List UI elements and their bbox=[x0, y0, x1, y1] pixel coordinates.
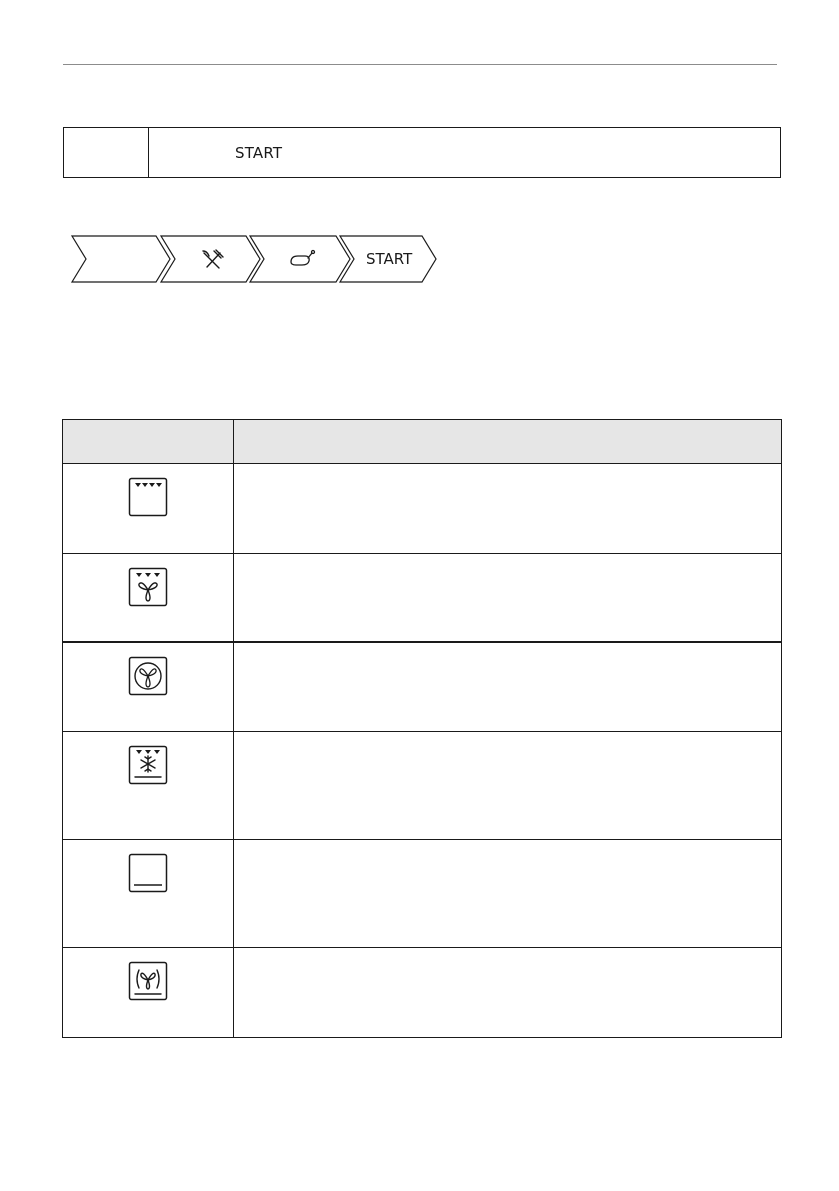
step-number-cell bbox=[64, 128, 149, 177]
table-cell-icon bbox=[63, 948, 234, 1038]
table-row bbox=[63, 464, 782, 554]
table-row bbox=[63, 732, 782, 840]
table-row bbox=[63, 642, 782, 732]
step-instruction-box bbox=[63, 127, 781, 178]
table-header-row bbox=[63, 420, 782, 464]
oven-function-table bbox=[62, 419, 782, 1038]
cutlery-icon bbox=[203, 250, 223, 268]
table-cell-icon bbox=[63, 464, 234, 554]
sequence-step-1-arrow bbox=[72, 236, 170, 282]
sequence-diagram bbox=[70, 234, 440, 284]
table-cell-description bbox=[234, 464, 782, 554]
header-rule bbox=[63, 64, 777, 65]
sequence-start-label: START bbox=[366, 250, 413, 268]
table-cell-icon bbox=[63, 840, 234, 948]
top-heat-oven-icon bbox=[128, 477, 168, 517]
table-cell-icon bbox=[63, 554, 234, 642]
table-cell-description bbox=[234, 642, 782, 732]
step-action-text: START bbox=[235, 144, 283, 162]
fan-bottom-heat-oven-icon bbox=[128, 961, 168, 1001]
table-cell-description bbox=[234, 840, 782, 948]
defrost-oven-icon bbox=[128, 745, 168, 785]
table-row bbox=[63, 840, 782, 948]
table-header-symbol bbox=[63, 420, 234, 464]
sequence-step-3-arrow bbox=[250, 236, 350, 282]
table-cell-description bbox=[234, 732, 782, 840]
table-cell-description bbox=[234, 948, 782, 1038]
table-cell-description bbox=[234, 554, 782, 642]
top-heat-fan-oven-icon bbox=[128, 567, 168, 607]
table-row bbox=[63, 948, 782, 1038]
bottom-heat-oven-icon bbox=[128, 853, 168, 893]
circular-fan-icon bbox=[128, 656, 168, 696]
roast-chicken-icon bbox=[291, 251, 315, 266]
table-header-function bbox=[234, 420, 782, 464]
table-cell-icon bbox=[63, 642, 234, 732]
table-row bbox=[63, 554, 782, 642]
table-cell-icon bbox=[63, 732, 234, 840]
